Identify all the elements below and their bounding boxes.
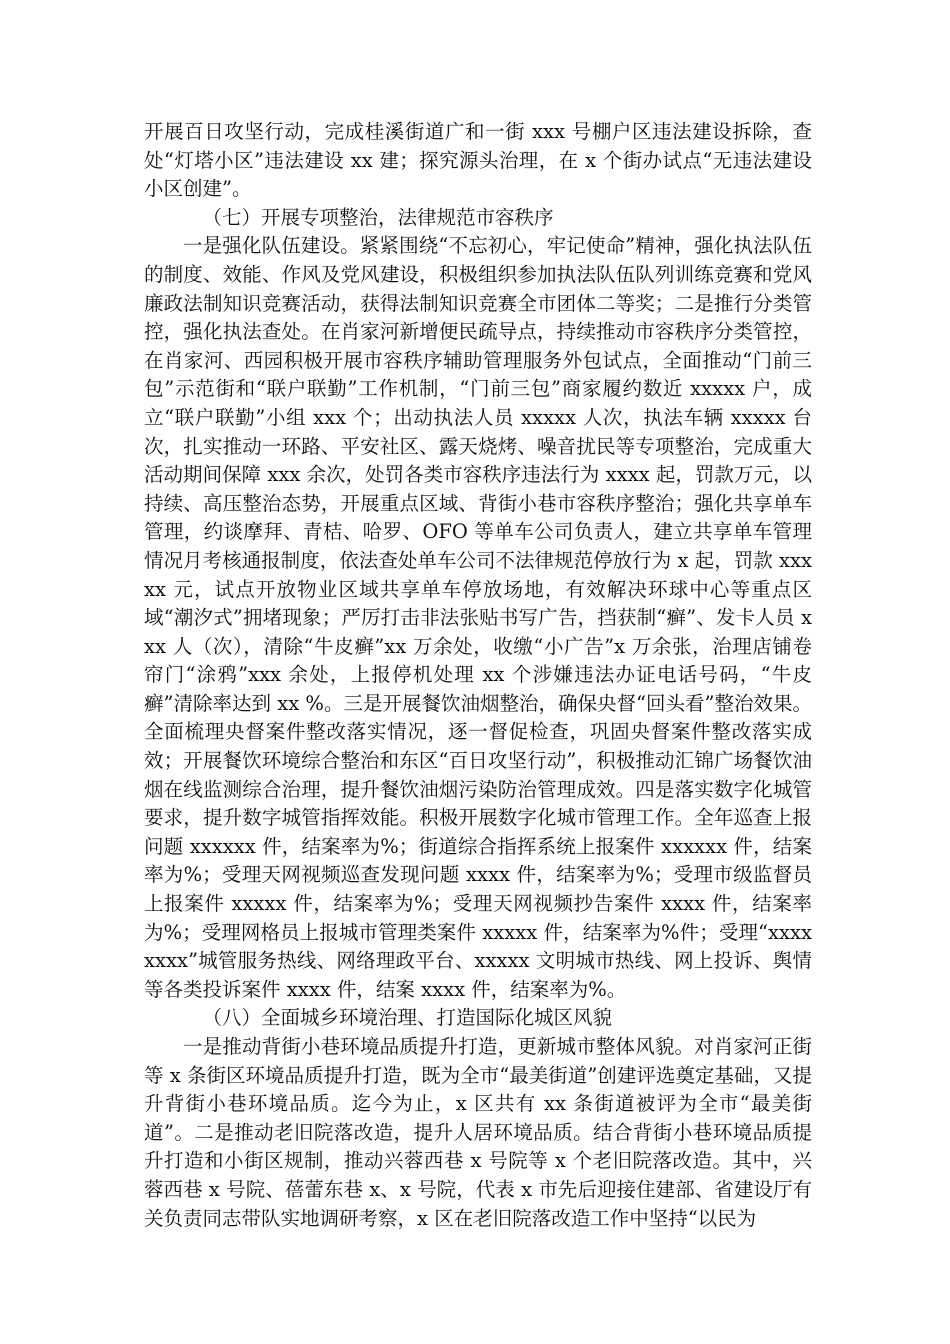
section-heading-8: （八）全面城乡环境治理、打造国际化城区风貌 — [202, 1006, 613, 1030]
body-paragraph-section-7: 一是强化队伍建设。紧紧围绕“不忘初心，牢记使命”精神，强化执法队伍的制度、效能、作风及党风建设，积极组织参加执法队伍队列训练竞赛和党风廉政法制知识竞赛活动，获得法制知识竞赛全市团体二等奖；二是推行分类管控，强化执法查处。在肖家河新增便民疏导点，持续推动市容秩序分类管控，在肖家河、西园积极开展市容秩序辅助管理服务外包试点，全面推动“门前三包”示范街和“联户联勤”工作机制，“门前三包”商家履约数近 xxxxx 户，成立“联户联勤”小组 xxx 个；出动执法人员 xxxxx 人次，执法车辆 xxxxx 台次，扎实推动一环路、平安社区、露天烧烤、噪音扰民等专项整治，完成重大活动期间保障 xxx 余次，处罚各类市容秩序违法行为 xxxx 起，罚款万元，以持续、高压整治态势，开展重点区域、背街小巷市容秩序整治；强化共享单车管理，约谈摩拜、青桔、哈罗、OFO 等单车公司负责人，建立共享单车管理情况月考核通报制度，依法查处单车公司不法律规范停放行为 x 起，罚款 xxxxx 元，试点开放物业区域共享单车停放场地，有效解决环球中心等重点区域“潮汐式”拥堵现象；严厉打击非法张贴书写广告，挡获制“癣”、发卡人员 xxx 人（次），清除“牛皮癣”xx 万余处，收缴“小广告”x 万余张，治理店铺卷帘门“涂鸦”xxx 余处，上报停机处理 xx 个涉嫌违法办证电话号码，“牛皮癣”清除率达到 xx %。三是开展餐饮油烟整治，确保央督“回头看”整治效果。全面梳理央督案件整改落实情况，逐一督促检查，巩固央督案件整改落实成效；开展餐饮环境综合整治和东区“百日攻坚行动”，积极推动汇锦广场餐饮油烟在线监测综合治理，提升餐饮油烟污染防治管理成效。四是落实数字化城管要求，提升数字城管指挥效能。积极开展数字化城市管理工作。全年巡查上报问题 xxxxxx 件，结案率为%；街道综合指挥系统上报案件 xxxxxx 件，结案率为%；受理天网视频巡查发现问题 xxxx 件，结案率为%；受理市级监督员上报案件 xxxxx 件，结案率为%；受理天网视频抄告案件 xxxx 件，结案率为%；受理网格员上报城市管理类案件 xxxxx 件，结案率为%件；受理“xxxxxxxx”城管服务热线、网络理政平台、xxxxx 文明城市热线、网上投诉、舆情等各类投诉案件 xxxx 件，结案 xxxx 件，结案率为%。 — [144, 234, 812, 1001]
document-page — [144, 118, 812, 1233]
body-paragraph-section-8: 一是推动背街小巷环境品质提升打造，更新城市整体风貌。对肖家河正街等 x 条街区环境品质提升打造，既为全市“最美街道”创建评选奠定基础，又提升背街小巷环境品质。迄今为止，x 区共有 xx 条街道被评为全市“最美街道”。二是推动老旧院落改造，提升人居环境品质。结合背街小巷环境品质提升打造和小街区规制，推动兴蓉西巷 x 号院等 x 个老旧院落改造。其中，兴蓉西巷 x 号院、蓓蕾东巷 x、x 号院，代表 x 市先后迎接住建部、省建设厅有关负责同志带队实地调研考察，x 区在老旧院落改造工作中坚持“以民为 — [144, 1035, 812, 1230]
body-paragraph-continuation: 开展百日攻坚行动，完成桂溪街道广和一街 xxx 号棚户区违法建设拆除，查处“灯塔小区”违法建设 xx 建；探究源头治理，在 x 个街办试点“无违法建设小区创建”。 — [144, 120, 812, 201]
section-heading-7: （七）开展专项整治，法律规范市容秩序 — [202, 205, 554, 229]
